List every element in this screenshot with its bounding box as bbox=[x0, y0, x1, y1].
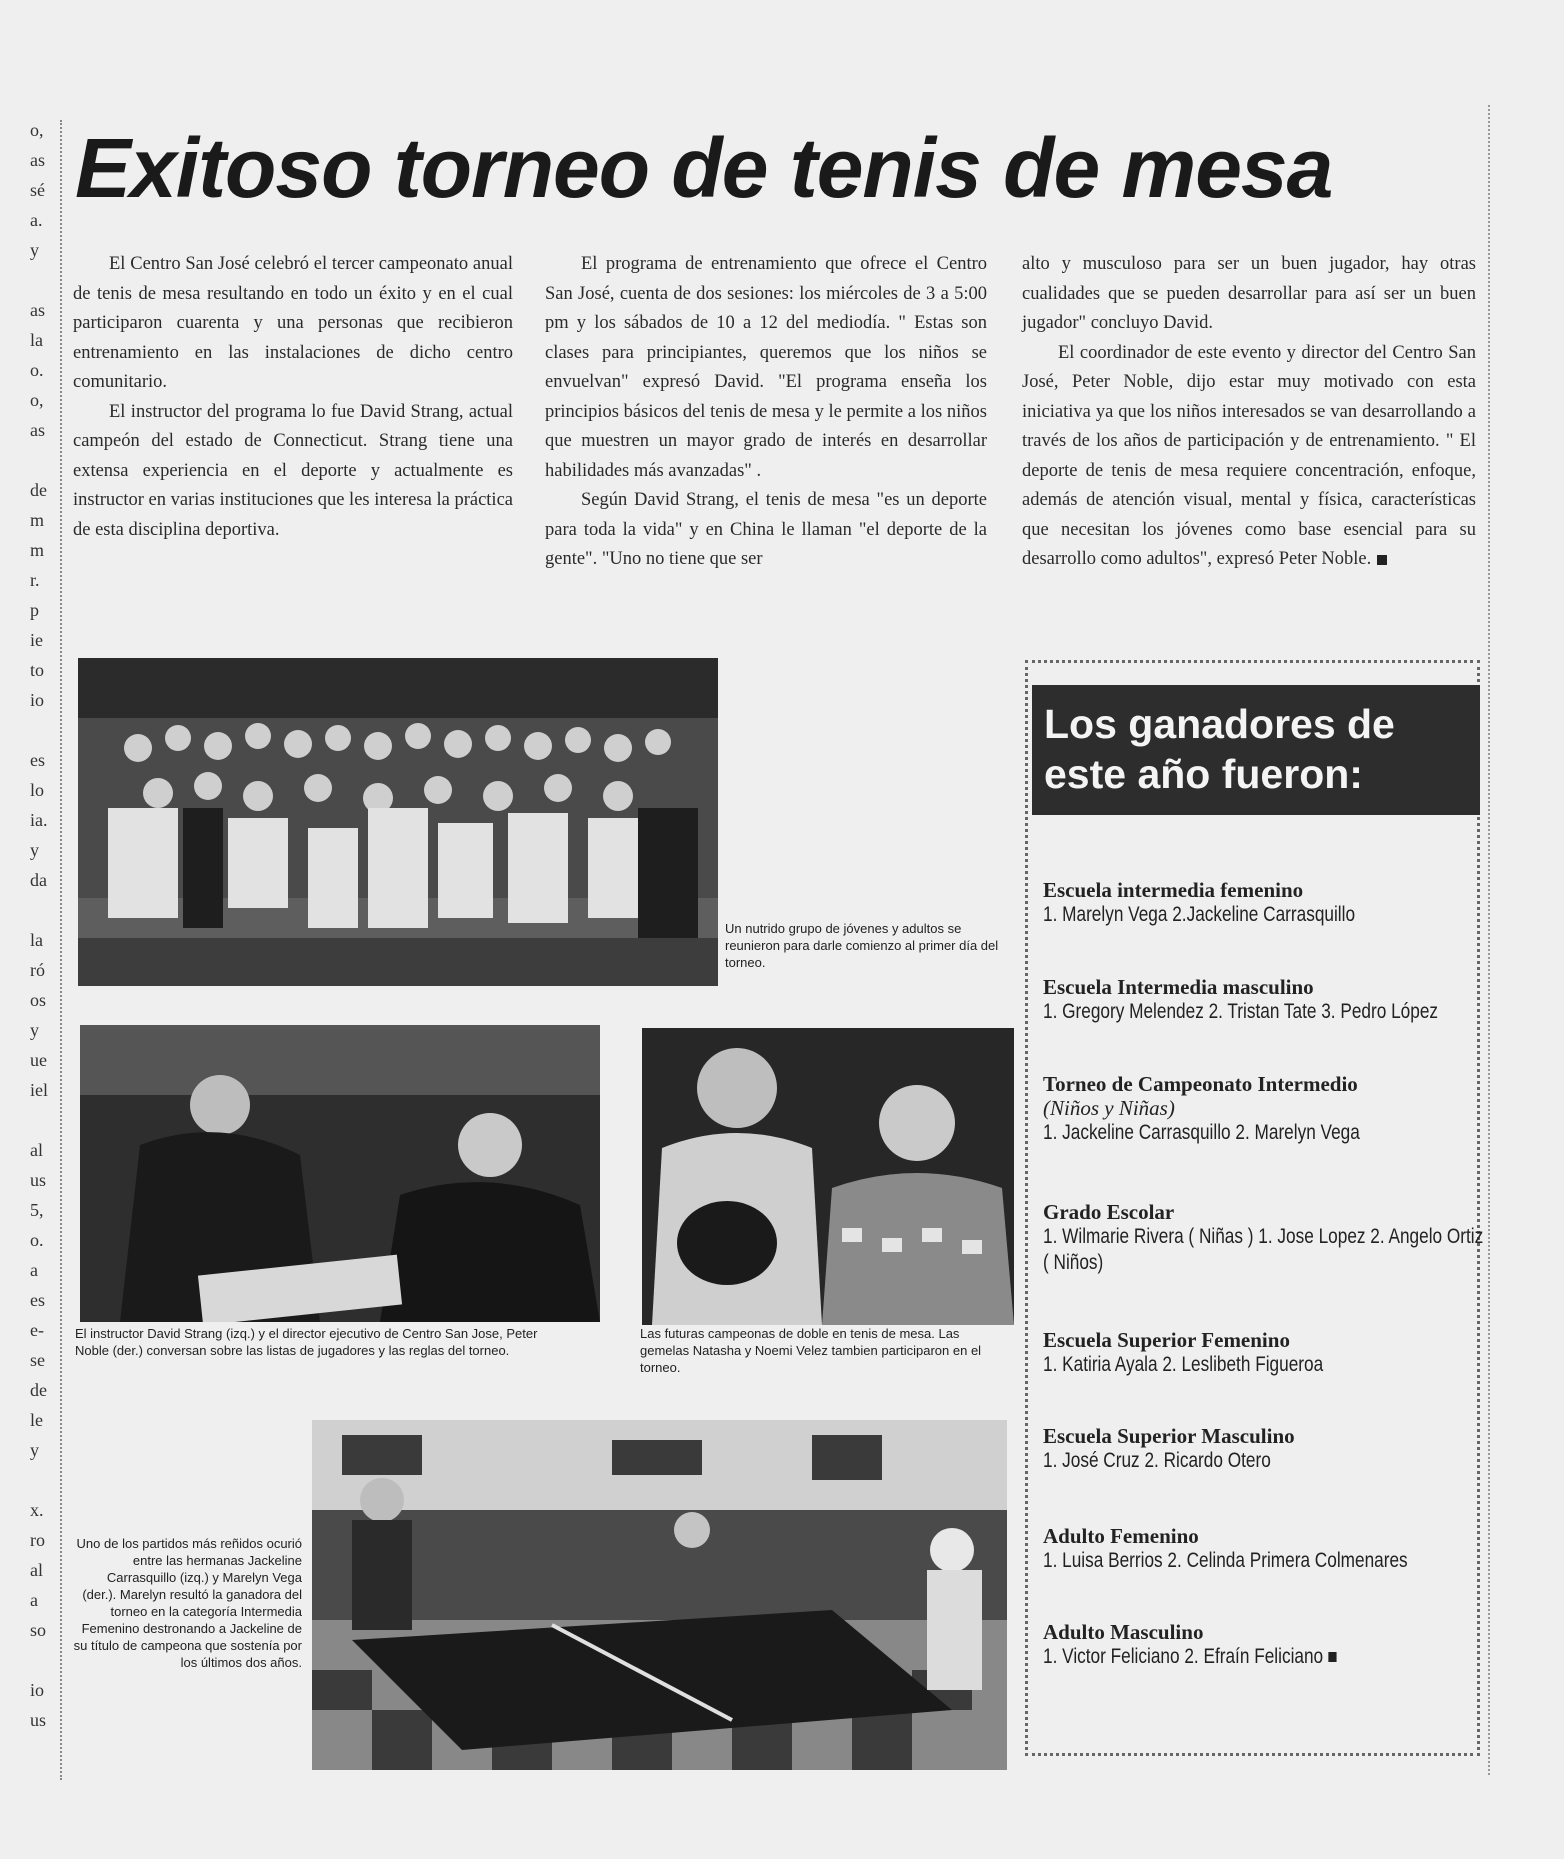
column-fragment bbox=[30, 1465, 62, 1495]
twins-photo bbox=[642, 1028, 1014, 1325]
category-name: Adulto Femenino bbox=[1043, 1524, 1199, 1548]
column-fragment bbox=[30, 715, 62, 745]
winner-category bbox=[1043, 1620, 1483, 1670]
column-fragment: la bbox=[30, 930, 43, 950]
twins-photo-caption: Las futuras campeonas de doble en tenis de mesa. Las gemelas Natasha y Noemi Velez tambien participaron en el torneo. bbox=[640, 1326, 982, 1375]
category-winners: 1. Katiria Ayala 2. Leslibeth Figueroa bbox=[1043, 1353, 1324, 1376]
column-fragment: al bbox=[30, 1560, 43, 1580]
end-mark-icon bbox=[1328, 1652, 1336, 1662]
column-fragment bbox=[30, 895, 62, 925]
winners-title bbox=[1032, 685, 1480, 815]
end-mark-icon bbox=[1377, 555, 1387, 565]
column-fragment: us bbox=[30, 1170, 47, 1190]
group-photo-caption: Un nutrido grupo de jóvenes y adultos se reunieron para darle comienzo al primer día del torneo. bbox=[725, 921, 999, 970]
winner-category bbox=[1043, 1328, 1483, 1378]
column-fragment: y bbox=[30, 1020, 39, 1040]
column-fragment: m bbox=[30, 540, 45, 560]
match-photo-caption: Uno de los partidos más reñidos ocurió entre las hermanas Jackeline Carrasquillo (izq.) y Marelyn Vega (der.). Marelyn resultó la ganadora del torneo en la categoría Intermedia Femenino destronando a Jackeline de su título de campeona que sostenía por los últimos dos años. bbox=[73, 1536, 302, 1670]
column-fragment: e- bbox=[30, 1320, 44, 1340]
column-fragment: y bbox=[30, 240, 39, 260]
column-fragment: o. bbox=[30, 1230, 44, 1250]
winner-category bbox=[1043, 1072, 1483, 1146]
category-name: Escuela Superior Femenino bbox=[1043, 1328, 1290, 1352]
column-fragment: iel bbox=[30, 1080, 48, 1100]
column-fragment: ie bbox=[30, 630, 43, 650]
column-fragment: y bbox=[30, 1440, 39, 1460]
category-winners: 1. Gregory Melendez 2. Tristan Tate 3. Pedro López bbox=[1043, 1000, 1439, 1023]
column-rule-left bbox=[60, 120, 63, 1780]
instructor-photo bbox=[80, 1025, 600, 1322]
column-fragment: ue bbox=[30, 1050, 47, 1070]
winner-category bbox=[1043, 878, 1483, 928]
column-fragment: r. bbox=[30, 570, 40, 590]
article-column-2 bbox=[545, 250, 987, 575]
column-fragment: es bbox=[30, 750, 45, 770]
paragraph: El instructor del programa lo fue David Strang, actual campeón del estado de Connecticut. Strang tiene una extensa experiencia en el deporte y actualmente es instructor en varias instituciones que les interesa la práctica de esta disciplina deportiva. bbox=[73, 401, 513, 540]
paragraph: alto y musculoso para ser un buen jugador, hay otras cualidades que se pueden desarrollar para así ser un buen jugador" concluyo David. bbox=[1022, 254, 1476, 333]
column-rule-right bbox=[1488, 105, 1491, 1775]
column-fragment: as bbox=[30, 420, 45, 440]
category-name: Grado Escolar bbox=[1043, 1200, 1175, 1224]
group-photo bbox=[78, 658, 718, 986]
column-fragment: io bbox=[30, 690, 45, 710]
paragraph: Según David Strang, el tenis de mesa "es un deporte para toda la vida" y en China le llaman "el deporte de la gente". "Uno no tiene que ser bbox=[545, 490, 987, 569]
column-fragment: ró bbox=[30, 960, 45, 980]
column-fragment bbox=[30, 1105, 62, 1135]
column-fragment: de bbox=[30, 480, 47, 500]
article-column-3 bbox=[1022, 250, 1476, 575]
column-fragment: us bbox=[30, 1710, 47, 1730]
column-fragment: la bbox=[30, 330, 43, 350]
article-headline: Exitoso torneo de tenis de mesa bbox=[75, 121, 1333, 215]
category-name: Escuela Superior Masculino bbox=[1043, 1424, 1295, 1448]
category-subtitle: (Niños y Niñas) bbox=[1043, 1096, 1175, 1120]
column-fragment: x. bbox=[30, 1500, 44, 1520]
column-fragment: as bbox=[30, 300, 45, 320]
column-fragment: ia. bbox=[30, 810, 48, 830]
category-name: Escuela intermedia femenino bbox=[1043, 878, 1304, 902]
column-fragment: lo bbox=[30, 780, 45, 800]
winner-category bbox=[1043, 1200, 1483, 1276]
category-winners: 1. Luisa Berrios 2. Celinda Primera Colmenares bbox=[1043, 1549, 1408, 1572]
column-fragment: da bbox=[30, 870, 47, 890]
paragraph: El coordinador de este evento y director del Centro San José, Peter Noble, dijo estar muy motivado con esta iniciativa ya que los niños interesados se van desarrollando a través de los años de participación y de entrenamiento. " El deporte de tenis de mesa requiere concentración, enfoque, además de atención visual, mental y física, características que necesitan los jóvenes como base esencial para su desarrollo como adultos", expresó Peter Noble. bbox=[1022, 342, 1476, 569]
category-winners: ( Niños) bbox=[1043, 1251, 1104, 1274]
column-fragment: a bbox=[30, 1590, 38, 1610]
winner-category bbox=[1043, 1524, 1483, 1574]
column-fragment: o. bbox=[30, 360, 44, 380]
previous-column-fragments bbox=[30, 115, 62, 1735]
winners-title-line: Los ganadores de bbox=[1044, 701, 1395, 747]
column-fragment: ro bbox=[30, 1530, 45, 1550]
column-fragment bbox=[30, 1645, 62, 1675]
instructor-photo-caption: El instructor David Strang (izq.) y el director ejecutivo de Centro San Jose, Peter Noble (der.) conversan sobre las listas de jugadores y las reglas del torneo. bbox=[75, 1326, 538, 1358]
column-fragment: a bbox=[30, 1260, 38, 1280]
column-fragment: de bbox=[30, 1380, 47, 1400]
category-winners: 1. Victor Feliciano 2. Efraín Feliciano bbox=[1043, 1644, 1404, 1670]
winners-title-line: este año fueron: bbox=[1044, 751, 1363, 797]
column-fragment bbox=[30, 445, 62, 475]
winner-category bbox=[1043, 1424, 1483, 1474]
paragraph: El Centro San José celebró el tercer campeonato anual de tenis de mesa resultando en todo un éxito y en el cual participaron cuarenta y una personas que recibieron entrenamiento en las instalaciones de dicho centro comunitario. bbox=[73, 254, 513, 392]
column-fragment: 5, bbox=[30, 1200, 44, 1220]
column-fragment: io bbox=[30, 1680, 45, 1700]
category-winners: 1. Jackeline Carrasquillo 2. Marelyn Vega bbox=[1043, 1121, 1360, 1144]
category-name: Adulto Masculino bbox=[1043, 1620, 1204, 1644]
match-photo bbox=[312, 1420, 1007, 1770]
article-column-1 bbox=[73, 250, 513, 545]
category-name: Escuela Intermedia masculino bbox=[1043, 975, 1314, 999]
category-winners: 1. Marelyn Vega 2.Jackeline Carrasquillo bbox=[1043, 903, 1356, 926]
column-fragment: al bbox=[30, 1140, 43, 1160]
winner-category bbox=[1043, 975, 1483, 1025]
category-name: Torneo de Campeonato Intermedio bbox=[1043, 1072, 1358, 1096]
category-winners: 1. Wilmarie Rivera ( Niñas ) 1. Jose Lopez 2. Angelo Ortiz bbox=[1043, 1225, 1484, 1248]
column-fragment: a. bbox=[30, 210, 43, 230]
category-winners: 1. José Cruz 2. Ricardo Otero bbox=[1043, 1449, 1271, 1472]
column-fragment: o, bbox=[30, 390, 44, 410]
paragraph: El programa de entrenamiento que ofrece el Centro San José, cuenta de dos sesiones: los miércoles de 3 a 5:00 pm y los sábados de 10 a 12 del mediodía. " Estas son clases para principiantes, queremos que los niños se envuelvan" expresó David. "El programa enseña los principios básicos del tenis de mesa y le permite a los niños que muestren un mayor grado de interés en desarrollar habilidades más avanzadas" . bbox=[545, 254, 987, 481]
column-fragment: se bbox=[30, 1350, 45, 1370]
column-fragment: m bbox=[30, 510, 45, 530]
column-fragment: so bbox=[30, 1620, 47, 1640]
column-fragment: le bbox=[30, 1410, 43, 1430]
column-fragment: sé bbox=[30, 180, 45, 200]
column-fragment: os bbox=[30, 990, 47, 1010]
column-fragment: es bbox=[30, 1290, 45, 1310]
column-fragment: o, bbox=[30, 120, 44, 140]
column-fragment bbox=[30, 265, 62, 295]
column-fragment: y bbox=[30, 840, 39, 860]
column-fragment: as bbox=[30, 150, 45, 170]
column-fragment: to bbox=[30, 660, 45, 680]
column-fragment: p bbox=[30, 600, 39, 620]
